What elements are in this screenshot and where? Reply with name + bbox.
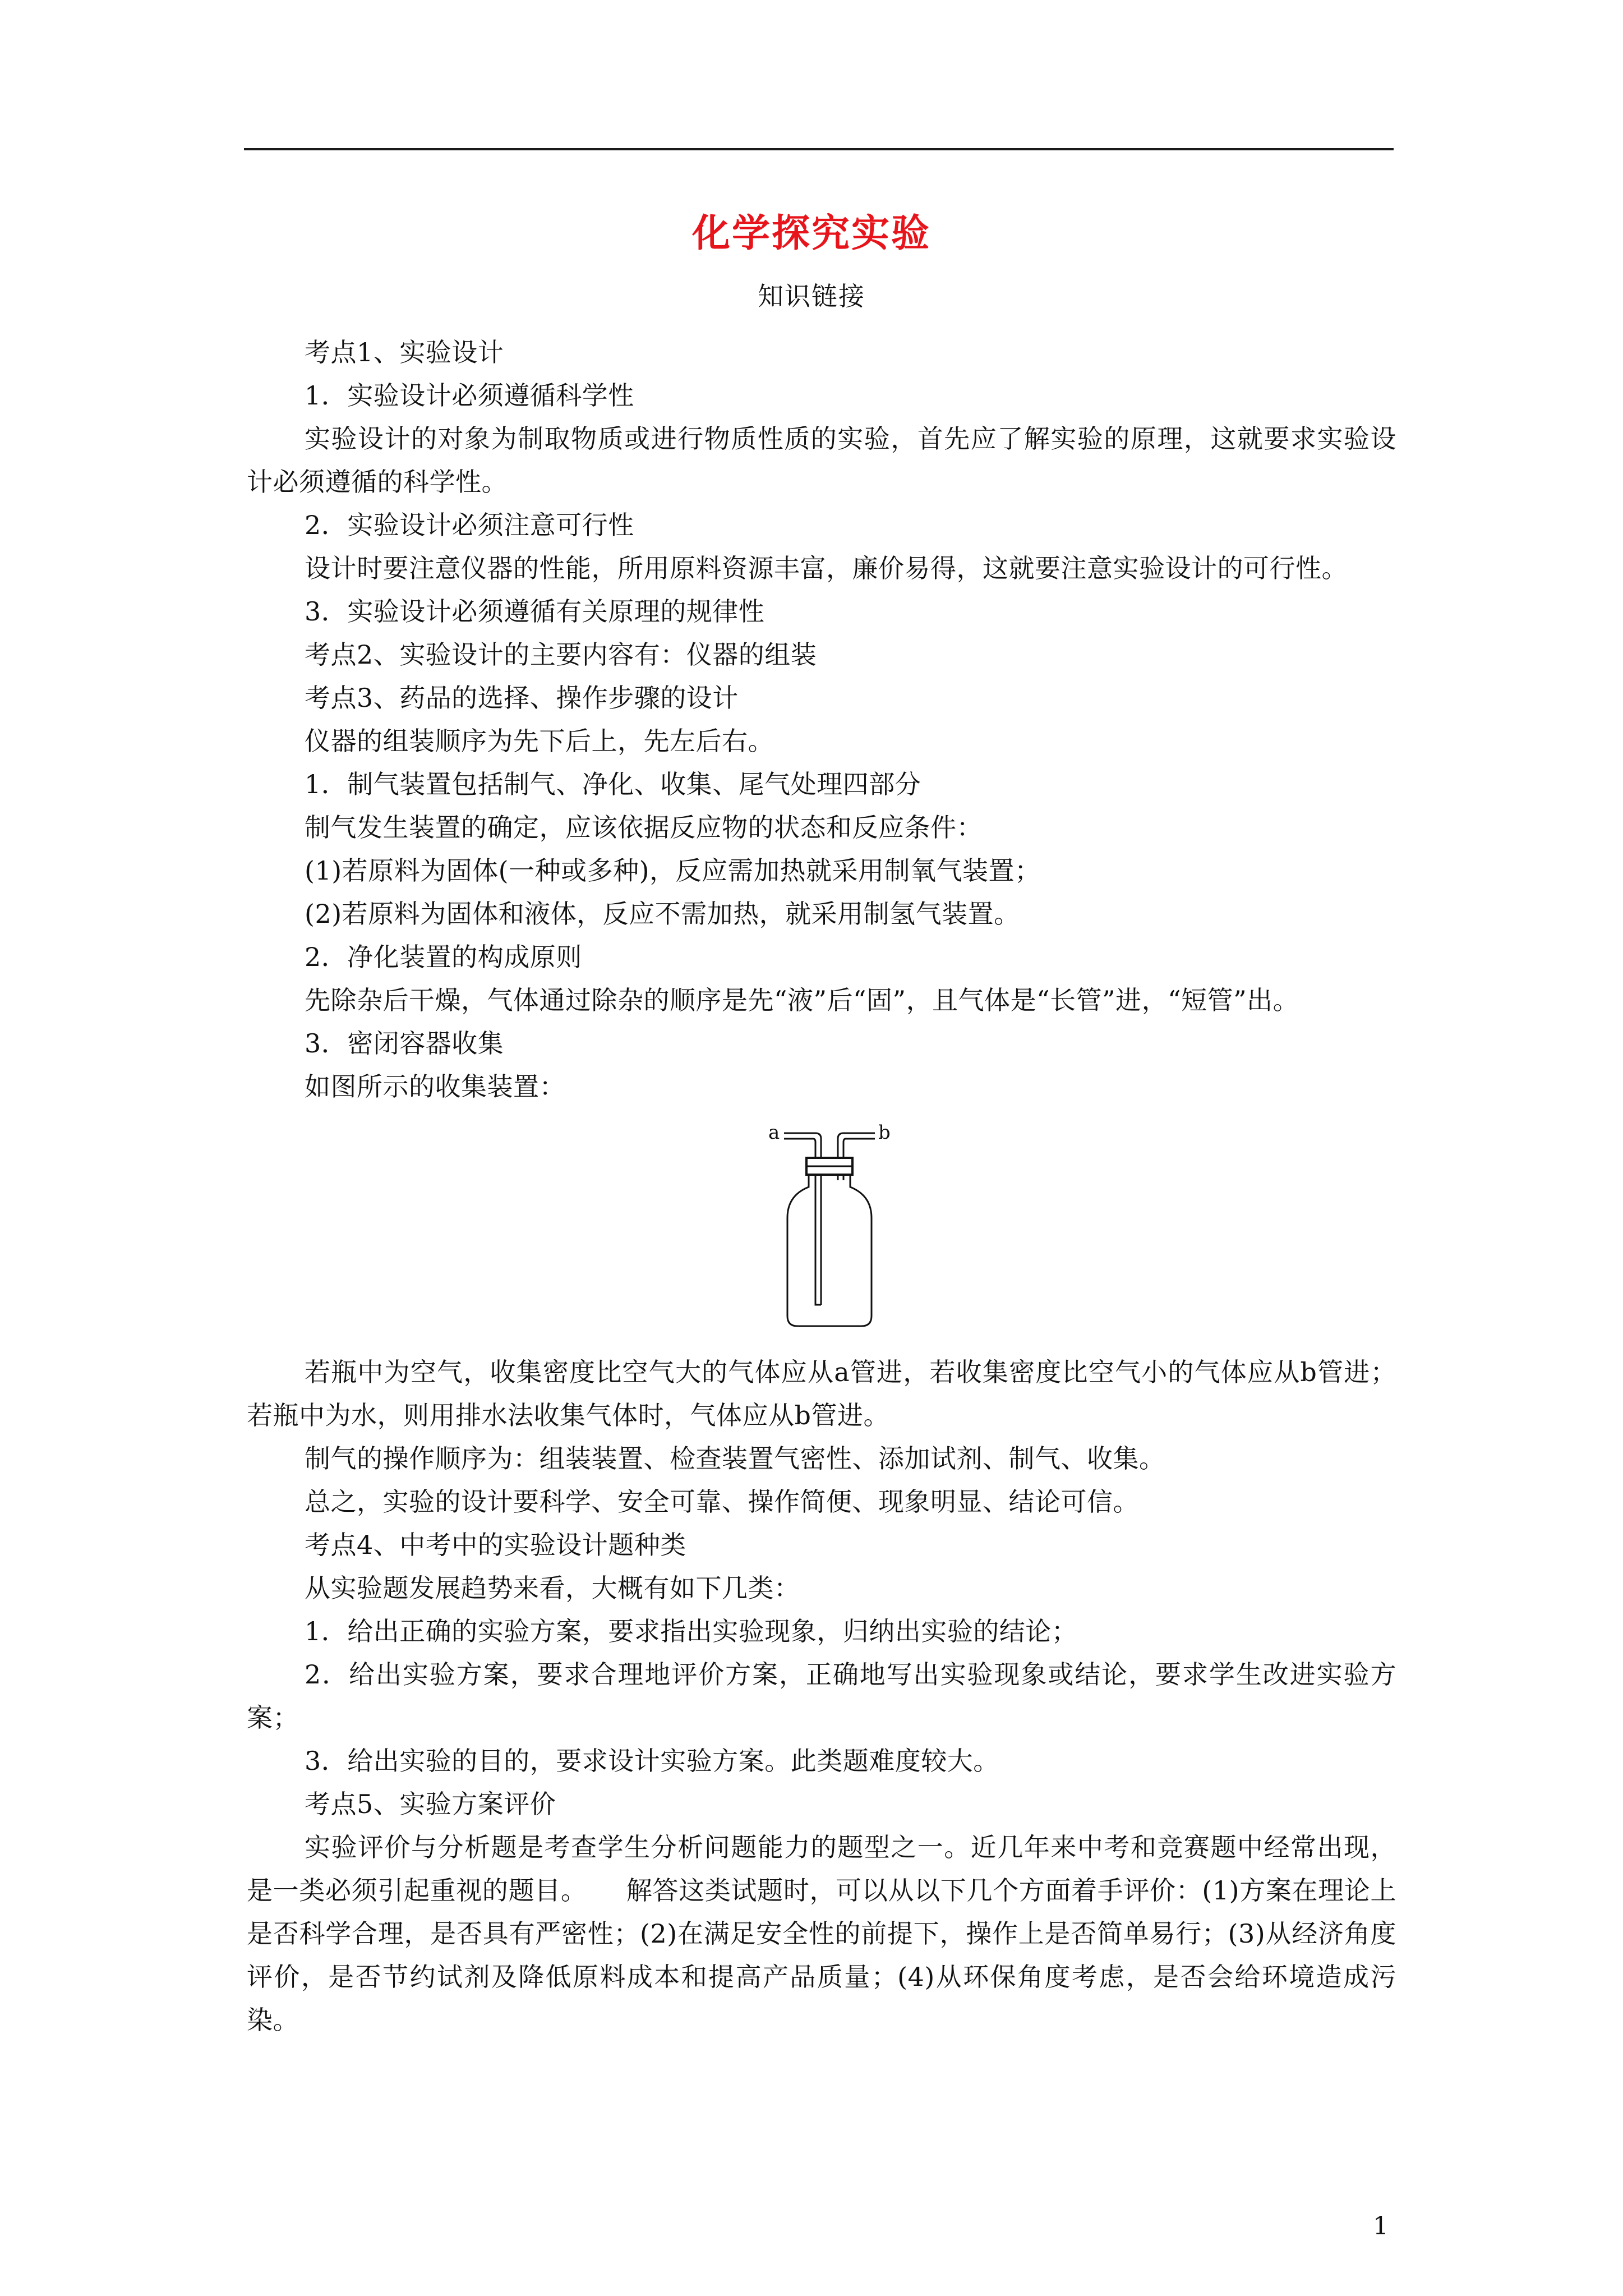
- tube-label-a: a: [768, 1121, 780, 1144]
- paragraph: 考点2、实验设计的主要内容有：仪器的组装: [305, 639, 817, 670]
- paragraph: 若瓶中为空气，收集密度比空气大的气体应从a管进，若收集密度比空气小的气体应从b管进；若瓶中为水，则用排水法收集气体时，气体应从b管进。: [247, 1357, 1396, 1430]
- page-number: 1: [1373, 2212, 1389, 2240]
- gas-washing-bottle-diagram: [766, 1114, 901, 1333]
- paragraph: 制气的操作顺序为：组装装置、检查装置气密性、添加试剂、制气、收集。: [305, 1443, 1165, 1474]
- paragraph: 制气发生装置的确定，应该依据反应物的状态和反应条件：: [305, 812, 983, 843]
- paragraph: 3．实验设计必须遵循有关原理的规律性: [305, 596, 765, 627]
- paragraph: 3．密闭容器收集: [305, 1028, 504, 1059]
- gas-collection-figure: [247, 1114, 1396, 1338]
- tube-label-b: b: [878, 1121, 891, 1144]
- section-subtitle: 知识链接: [758, 281, 865, 311]
- paragraph: 2．给出实验方案，要求合理地评价方案，正确地写出实验现象或结论，要求学生改进实验方案；: [247, 1659, 1396, 1733]
- paragraph: 1．制气装置包括制气、净化、收集、尾气处理四部分: [305, 769, 921, 799]
- paragraph: 1．给出正确的实验方案，要求指出实验现象，归纳出实验的结论；: [305, 1616, 1078, 1646]
- paragraph: 从实验题发展趋势来看，大概有如下几类：: [305, 1573, 800, 1603]
- paragraph: 考点5、实验方案评价: [305, 1789, 556, 1819]
- header-rule: [244, 148, 1394, 150]
- paragraph: 仪器的组装顺序为先下后上，先左后右。: [305, 726, 774, 756]
- paragraph: 考点4、中考中的实验设计题种类: [305, 1530, 686, 1560]
- paragraph: (1)若原料为固体(一种或多种)，反应需加热就采用制氧气装置；: [305, 855, 1041, 886]
- paragraph: 考点3、药品的选择、操作步骤的设计: [305, 683, 739, 713]
- paragraph: 实验设计的对象为制取物质或进行物质性质的实验，首先应了解实验的原理，这就要求实验设计必须遵循的科学性。: [247, 424, 1396, 497]
- paragraph: 实验评价与分析题是考查学生分析问题能力的题型之一。近几年来中考和竞赛题中经常出现，是一类必须引起重视的题目。 解答这类试题时，可以从以下几个方面着手评价：(1)方案在理论上是否科学合理，是否具有严密性；(2)在满足安全性的前提下，操作上是否简单易行；(3)从经济角度评价，是否节约试剂及降低原料成本和提高产品质量；(4)从环保角度考虑，是否会给环境造成污染。: [247, 1832, 1396, 2035]
- paragraph: (2)若原料为固体和液体，反应不需加热，就采用制氢气装置。: [305, 899, 1020, 929]
- paragraph: 总之，实验的设计要科学、安全可靠、操作简便、现象明显、结论可信。: [305, 1487, 1139, 1517]
- page-title: 化学探究实验: [691, 211, 931, 256]
- paragraph: 3．给出实验的目的，要求设计实验方案。此类题难度较大。: [305, 1746, 999, 1776]
- paragraph: 如图所示的收集装置：: [305, 1071, 565, 1102]
- paragraph: 1．实验设计必须遵循科学性: [305, 380, 634, 411]
- paragraph: 考点1、实验设计: [305, 337, 504, 367]
- paragraph: 先除杂后干燥，气体通过除杂的顺序是先“液”后“固”，且气体是“长管”进，“短管”出。: [305, 985, 1299, 1015]
- paragraph: 设计时要注意仪器的性能，所用原料资源丰富，廉价易得，这就要注意实验设计的可行性。: [305, 553, 1348, 583]
- paragraph: 2．实验设计必须注意可行性: [305, 510, 634, 540]
- paragraph: 2．净化装置的构成原则: [305, 942, 582, 972]
- bottle-outline: [787, 1175, 872, 1326]
- document-body: [247, 331, 1396, 2042]
